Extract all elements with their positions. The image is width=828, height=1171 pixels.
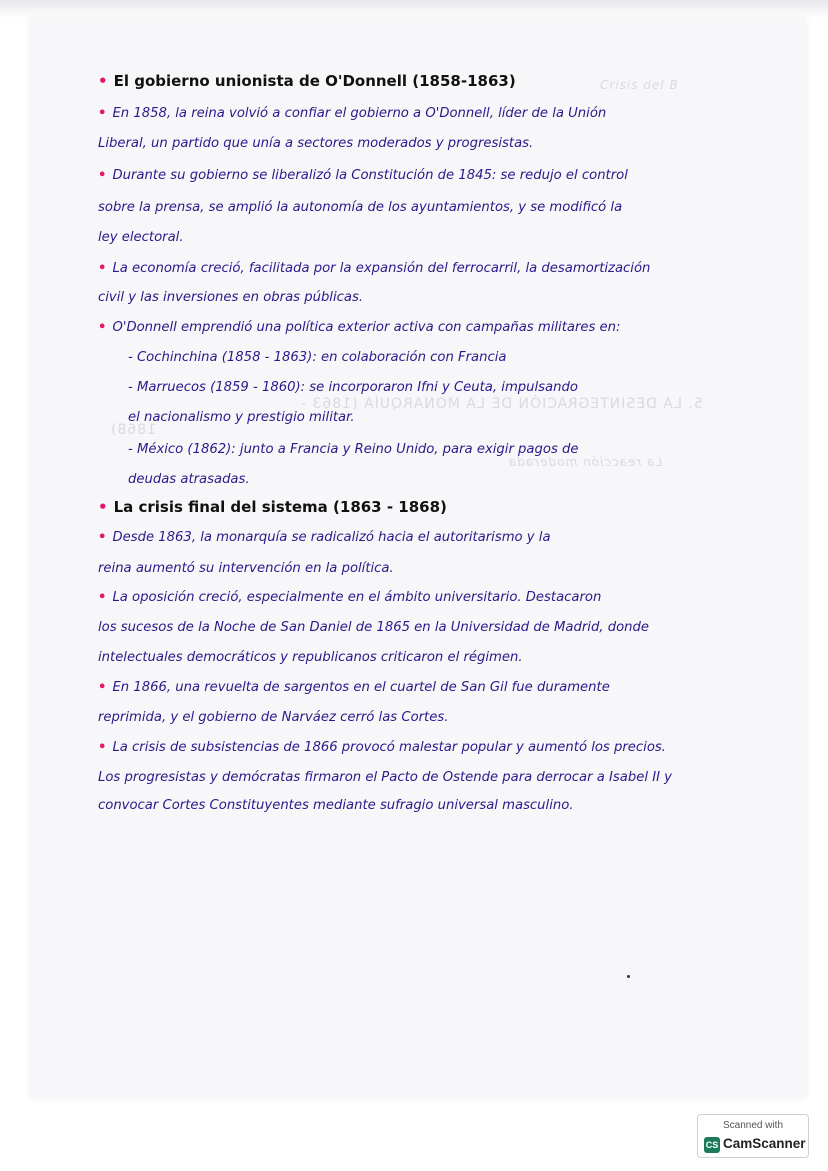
text-line: • La crisis de subsistencias de 1866 provocó malestar popular y aumentó los precios. [98,740,666,755]
text-line: ley electoral. [98,230,184,245]
bullet-icon: • [98,530,107,545]
ink-speck [627,975,630,978]
text-line: sobre la prensa, se amplió la autonomía de los ayuntamientos, y se modificó la [98,200,623,215]
text-line: • Desde 1863, la monarquía se radicalizó hacia el autoritarismo y la [98,530,551,545]
text-line: • La economía creció, facilitada por la expansión del ferrocarril, la desamortización [98,261,651,276]
text-line: • La oposición creció, especialmente en el ámbito universitario. Destacaron [98,590,602,605]
bullet-icon: • [98,168,107,183]
bleed-through-corner: Crisis del B [600,78,679,92]
text-line: el nacionalismo y prestigio militar. [128,410,355,425]
text-line: reprimida, y el gobierno de Narváez cerró las Cortes. [98,710,449,725]
text-line: Liberal, un partido que unía a sectores moderados y progresistas. [98,136,534,151]
text-line: - México (1862): junto a Francia y Reino Unido, para exigir pagos de [128,442,579,457]
text-line: - Marruecos (1859 - 1860): se incorporaron Ifni y Ceuta, impulsando [128,380,578,395]
bullet-icon: • [98,740,107,755]
camscanner-watermark [697,1114,809,1158]
bullet-icon: • [98,261,107,276]
bullet-icon: • [98,72,108,90]
text-line: • En 1866, una revuelta de sargentos en el cuartel de San Gil fue duramente [98,680,610,695]
bullet-icon: • [98,590,107,605]
watermark-caption: Scanned with [722,1120,784,1131]
bullet-icon: • [98,320,107,335]
text-line: - Cochinchina (1858 - 1863): en colaboración con Francia [128,350,507,365]
text-line: • Durante su gobierno se liberalizó la Constitución de 1845: se redujo el control [98,168,628,183]
text-line: • O'Donnell emprendió una política exterior activa con campañas militares en: [98,320,621,335]
bullet-icon: • [98,680,107,695]
section-2-title: • La crisis final del sistema (1863 - 1868) [98,498,447,516]
text-line: civil y las inversiones en obras públicas. [98,290,364,305]
text-line: Los progresistas y demócratas firmaron el Pacto de Ostende para derrocar a Isabel II y [98,770,672,785]
text-line: reina aumentó su intervención en la política. [98,561,394,576]
section-1-title: • El gobierno unionista de O'Donnell (1858-1863) [98,72,516,90]
text-line: deudas atrasadas. [128,472,250,487]
scanned-page [30,18,806,1098]
text-line: convocar Cortes Constituyentes mediante sufragio universal masculino. [98,798,574,813]
bleed-through-heading-2: 1868) [110,422,157,438]
watermark-brand: CamScanner [723,1136,806,1151]
camscanner-logo-icon: CS [704,1137,720,1153]
bullet-icon: • [98,498,108,516]
paper-top-edge [0,0,828,18]
bleed-through-heading: 5. LA DESINTEGRACIÓN DE LA MONARQUÍA (1863 - [300,396,703,412]
bleed-through-subheading: La reacción moderada [508,455,663,469]
text-line: intelectuales democráticos y republicanos criticaron el régimen. [98,650,523,665]
text-line: • En 1858, la reina volvió a confiar el gobierno a O'Donnell, líder de la Unión [98,106,607,121]
text-line: los sucesos de la Noche de San Daniel de 1865 en la Universidad de Madrid, donde [98,620,649,635]
bullet-icon: • [98,106,107,121]
